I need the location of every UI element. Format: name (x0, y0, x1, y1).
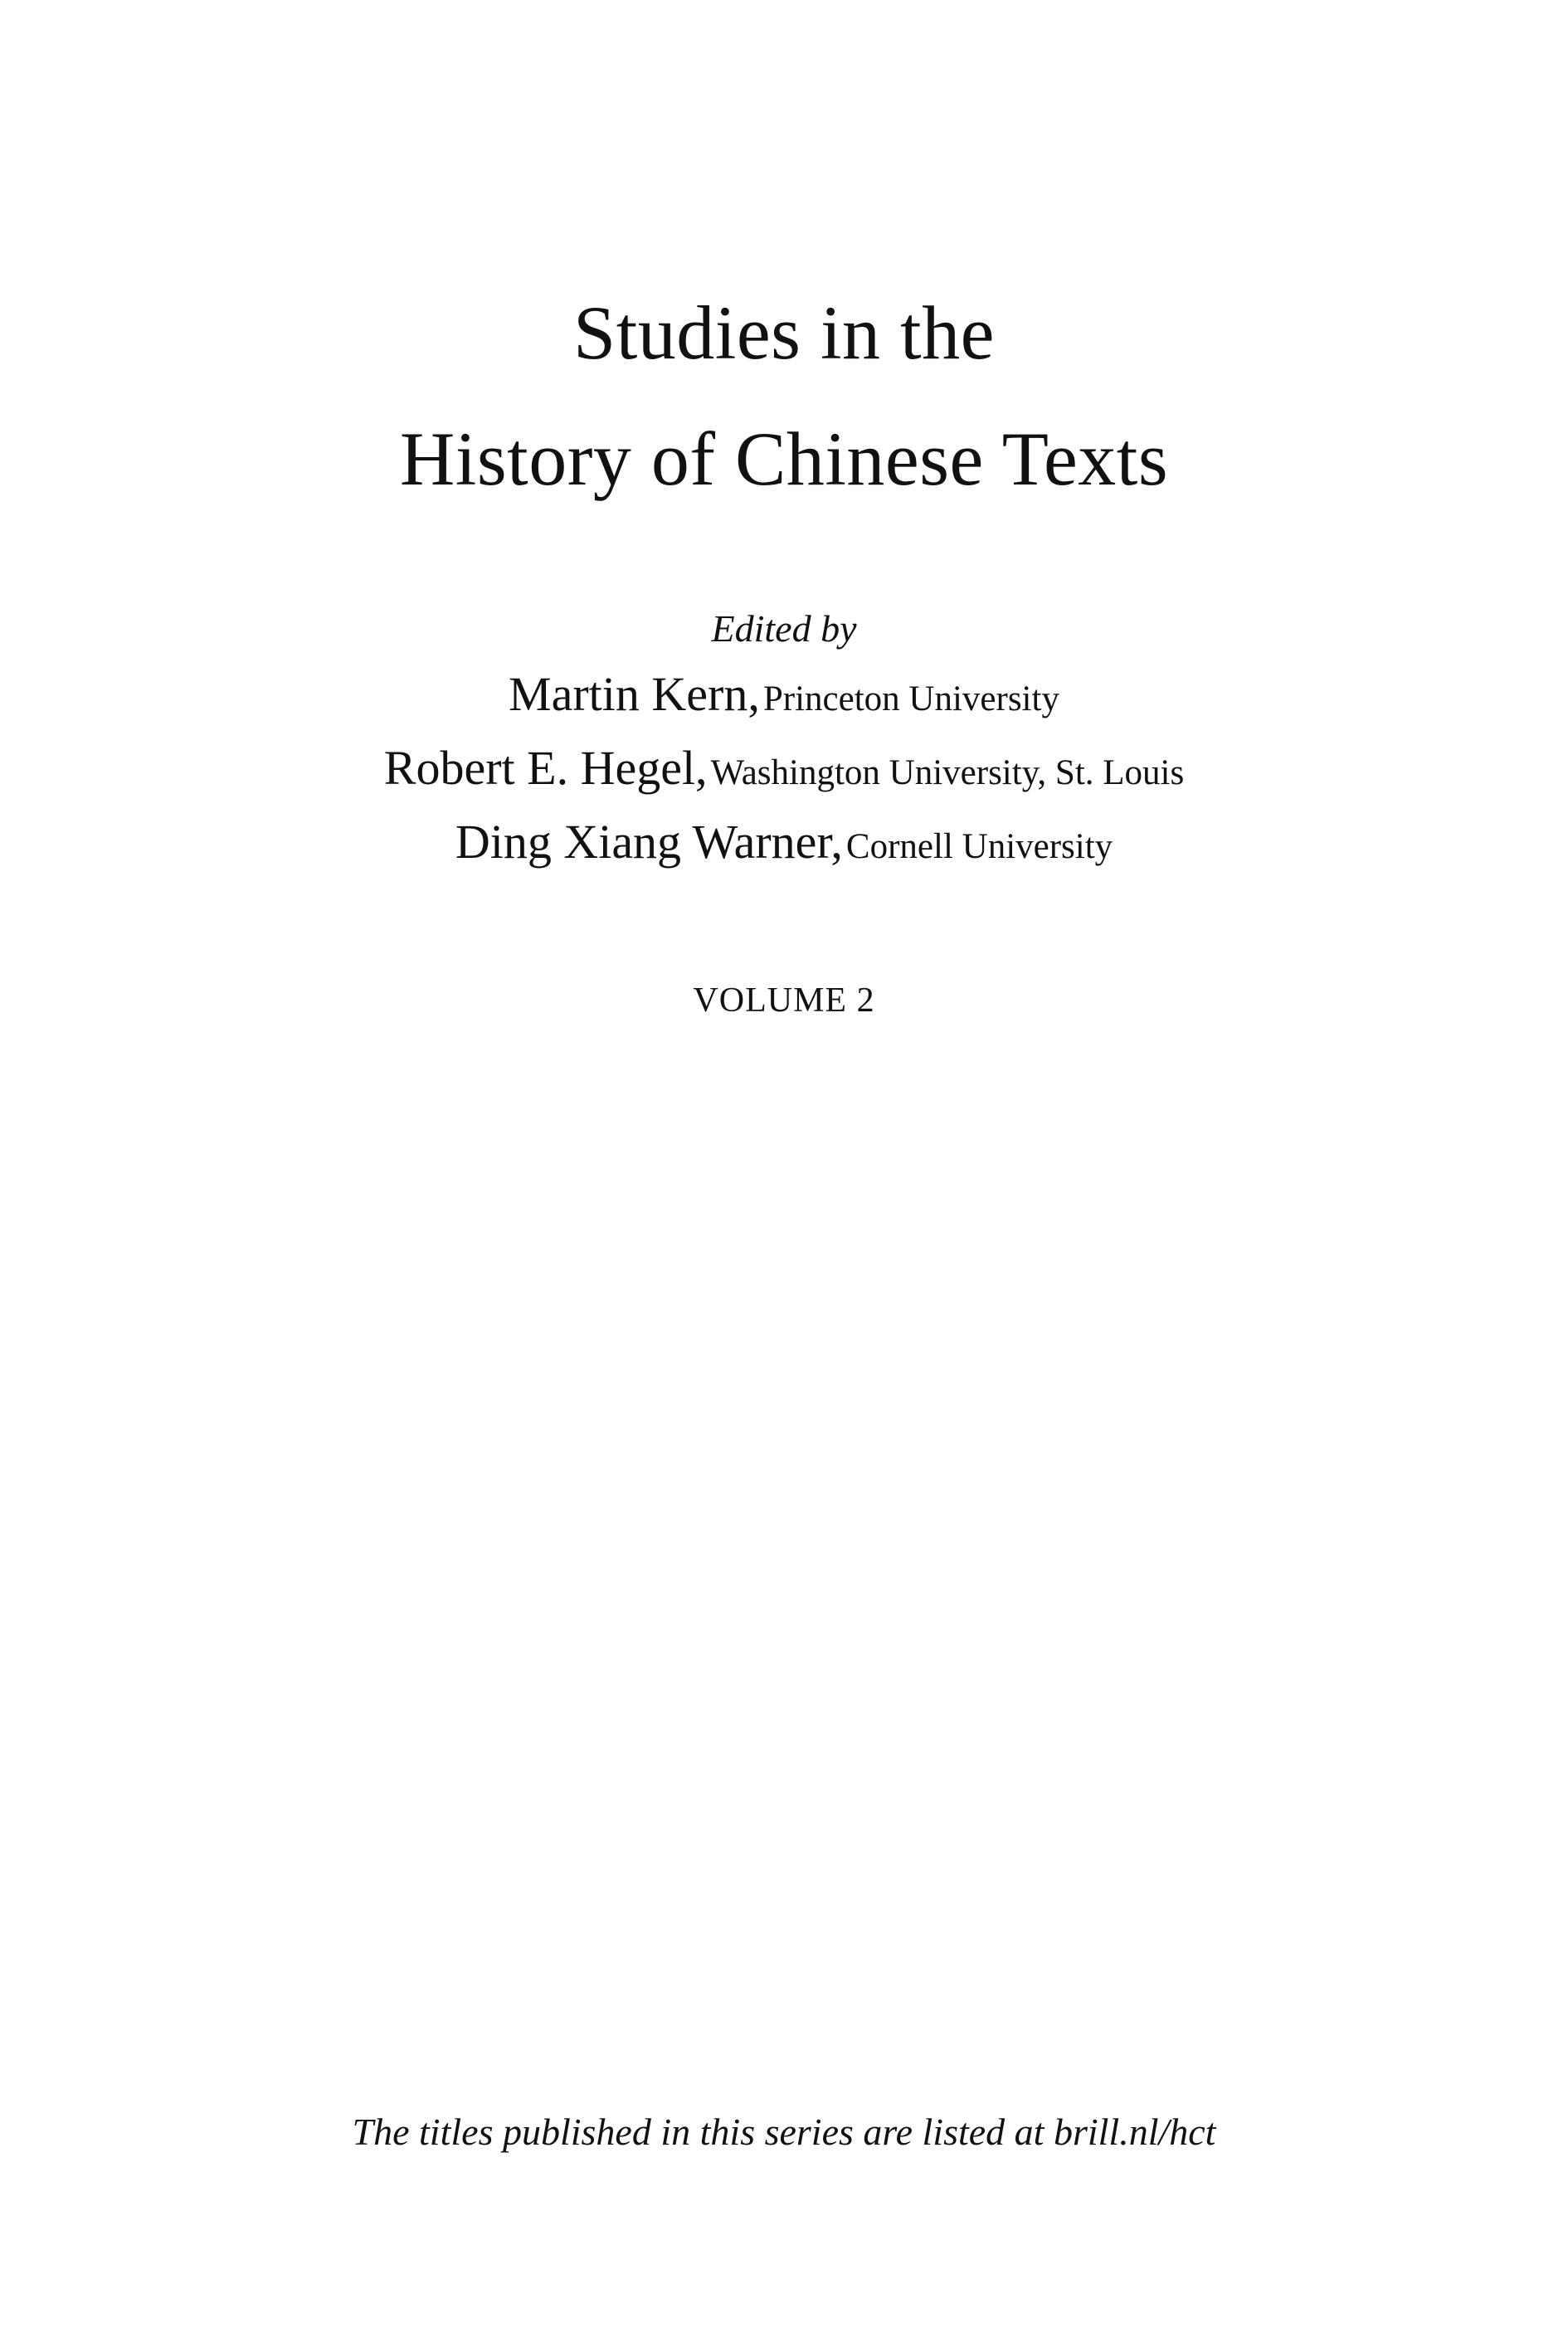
series-title-line-2: History of Chinese Texts (399, 416, 1169, 501)
edited-by-label: Edited by (711, 607, 857, 650)
editor-name: Martin Kern, (509, 667, 760, 721)
editor-name: Ding Xiang Warner, (455, 815, 843, 869)
editor-entry (0, 738, 1568, 811)
editor-entry (0, 664, 1568, 738)
series-title (0, 270, 1568, 522)
series-title-line-1: Studies in the (573, 290, 995, 375)
editor-entry (0, 811, 1568, 885)
editor-affiliation: Princeton University (762, 679, 1059, 718)
editor-affiliation: Cornell University (845, 827, 1113, 866)
editor-name: Robert E. Hegel, (383, 741, 708, 795)
editor-affiliation: Washington University, St. Louis (710, 753, 1185, 792)
series-listing-note: The titles published in this series are listed at brill.nl/hct (352, 2111, 1216, 2153)
volume-number: VOLUME 2 (693, 981, 875, 1020)
editors-list (0, 664, 1568, 885)
